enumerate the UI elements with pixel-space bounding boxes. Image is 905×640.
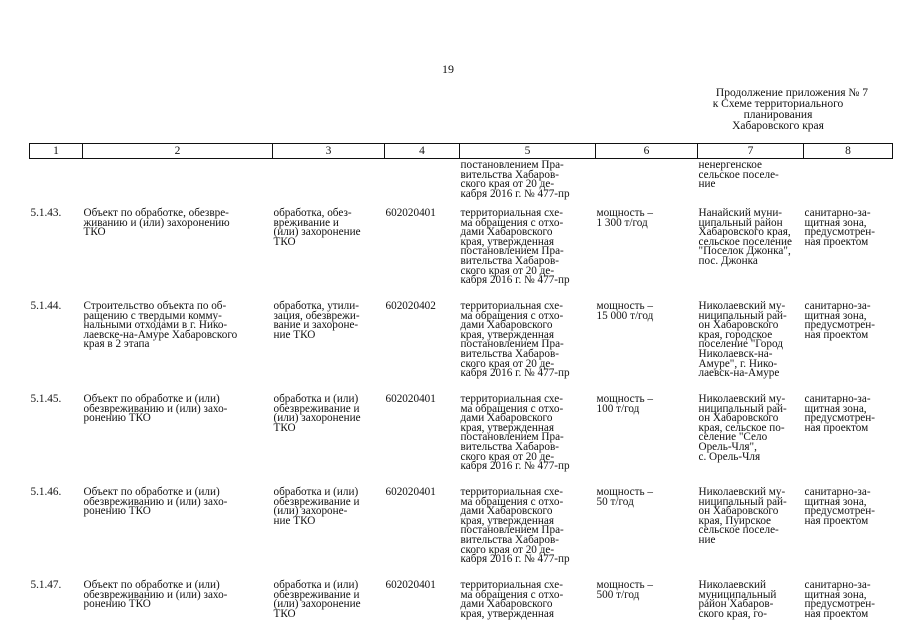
table-row <box>30 391 893 484</box>
column-header-2: 2 <box>83 144 273 159</box>
cell-code <box>385 205 460 298</box>
cell-basis <box>460 577 596 627</box>
cell-name <box>83 205 273 298</box>
cell-basis <box>460 298 596 391</box>
cell-zone-text: санитарно-за- щитная зона, предусмотрен- ная проектом <box>804 486 875 527</box>
cell-location <box>698 159 804 206</box>
cell-capacity-text: мощность – 500 т/год <box>596 579 653 601</box>
column-header-3: 3 <box>273 144 385 159</box>
cell-location-text: Николаевский му- ниципальный рай- он Хабаровского края, сельское по- селение "Село Орель-Чля", с. Орель-Чля <box>698 393 787 463</box>
objects-table <box>29 143 893 627</box>
cell-purpose <box>273 205 385 298</box>
appendix-header <box>680 88 868 132</box>
cell-purpose <box>273 159 385 206</box>
cell-num-text: 5.1.45. <box>30 393 62 405</box>
cell-location <box>698 205 804 298</box>
column-header-1: 1 <box>30 144 83 159</box>
appendix-header-line: к Схеме территориального <box>712 98 844 110</box>
cell-location-text: ненергенское сельское поселе- ние <box>698 159 779 191</box>
cell-basis-text: территориальная схе- ма обращения с отхо- дами Хабаровского края, утвержденная постановлением Пра- вительства Хабаров- ского края от 20 де- кабря 2016 г. № 477-пр <box>460 486 570 566</box>
cell-num-text: 5.1.46. <box>30 486 62 498</box>
cell-purpose <box>273 577 385 627</box>
appendix-header-line: Продолжение приложения № 7 <box>715 87 868 99</box>
cell-capacity-text: мощность – 50 т/год <box>596 486 653 508</box>
cell-basis <box>460 159 596 206</box>
cell-purpose <box>273 484 385 577</box>
cell-purpose <box>273 391 385 484</box>
cell-num-text: 5.1.43. <box>30 207 62 219</box>
cell-code <box>385 577 460 627</box>
cell-location-text: Николаевский му- ниципальный рай- он Хабаровского края, Пуирское сельское поселе- ние <box>698 486 787 546</box>
cell-location-text: Николаевский муниципальный район Хабаров- ского края, го- <box>698 579 777 620</box>
appendix-header-line: планирования <box>743 109 813 121</box>
cell-num <box>30 159 83 206</box>
cell-name-text: Строительство объекта по об- ращению с твердыми комму- нальными отходами в г. Нико- лаевске-на-Амуре Хабаровского края в 2 этапа <box>83 300 238 351</box>
cell-code <box>385 484 460 577</box>
cell-purpose-text: обработка, утили- зация, обезврежи- вание и захороне- ние ТКО <box>273 300 360 341</box>
cell-capacity <box>596 484 698 577</box>
cell-code-text: 602020402 <box>385 300 436 312</box>
cell-capacity-text: мощность – 15 000 т/год <box>596 300 654 322</box>
cell-capacity <box>596 298 698 391</box>
cell-num <box>30 577 83 627</box>
table-row <box>30 298 893 391</box>
cell-zone-text: санитарно-за- щитная зона, предусмотрен- ная проектом <box>804 579 875 620</box>
table-header-row <box>30 144 893 159</box>
table-row <box>30 205 893 298</box>
cell-basis <box>460 205 596 298</box>
cell-name-text: Объект по обработке и (или) обезвреживанию и (или) захо- ронению ТКО <box>83 486 228 518</box>
cell-num <box>30 484 83 577</box>
cell-purpose-text: обработка, обез- вреживание и (или) захоронение ТКО <box>273 207 361 248</box>
cell-num <box>30 298 83 391</box>
cell-capacity-text: мощность – 1 300 т/год <box>596 207 653 229</box>
cell-purpose-text: обработка и (или) обезвреживание и (или) захоронение ТКО <box>273 579 361 620</box>
cell-num <box>30 391 83 484</box>
cell-purpose <box>273 298 385 391</box>
column-header-8: 8 <box>804 144 893 159</box>
cell-code <box>385 159 460 206</box>
cell-location-text: Нанайский муни- ципальный район Хабаровского края, сельское поселение "Поселок Джонка", пос. Джонка <box>698 207 792 267</box>
cell-name-text: Объект по обработке и (или) обезвреживанию и (или) захо- ронению ТКО <box>83 393 228 425</box>
cell-purpose-text: обработка и (или) обезвреживание и (или) захороне- ние ТКО <box>273 486 360 527</box>
cell-location <box>698 577 804 627</box>
cell-capacity <box>596 577 698 627</box>
appendix-header-line: Хабаровского края <box>732 120 824 132</box>
cell-name <box>83 298 273 391</box>
cell-code <box>385 391 460 484</box>
cell-location <box>698 298 804 391</box>
cell-basis-text: постановлением Пра- вительства Хабаров- ского края от 20 де- кабря 2016 г. № 477-пр <box>460 159 570 200</box>
cell-code-text: 602020401 <box>385 207 436 219</box>
cell-num-text: 5.1.47. <box>30 579 62 591</box>
cell-basis-text: территориальная схе- ма обращения с отхо- дами Хабаровского края, утвержденная <box>460 579 564 620</box>
cell-basis-text: территориальная схе- ма обращения с отхо- дами Хабаровского края, утвержденная постановлением Пра- вительства Хабаров- ского края от 20 де- кабря 2016 г. № 477-пр <box>460 300 570 380</box>
cell-zone <box>804 577 893 627</box>
cell-capacity <box>596 205 698 298</box>
cell-name-text: Объект по обработке, обезвре- живанию и (или) захоронению ТКО <box>83 207 230 239</box>
column-header-6: 6 <box>596 144 698 159</box>
cell-zone-text: санитарно-за- щитная зона, предусмотрен- ная проектом <box>804 207 875 248</box>
page-number: 19 <box>442 62 454 76</box>
cell-zone-text: санитарно-за- щитная зона, предусмотрен- ная проектом <box>804 393 875 434</box>
cell-location-text: Николаевский му- ниципальный рай- он Хабаровского края, городское поселение "Город Николаевск-на- Амуре", г. Нико- лаевск-на-Амуре <box>698 300 787 380</box>
cell-basis-text: территориальная схе- ма обращения с отхо- дами Хабаровского края, утвержденная постановлением Пра- вительства Хабаров- ского края от 20 де- кабря 2016 г. № 477-пр <box>460 393 570 473</box>
column-header-5: 5 <box>460 144 596 159</box>
cell-name <box>83 159 273 206</box>
table-row <box>30 577 893 627</box>
table-row <box>30 484 893 577</box>
cell-code <box>385 298 460 391</box>
cell-zone <box>804 205 893 298</box>
table-body <box>30 159 893 628</box>
cell-zone <box>804 159 893 206</box>
cell-zone <box>804 484 893 577</box>
cell-basis <box>460 484 596 577</box>
cell-zone-text: санитарно-за- щитная зона, предусмотрен- ная проектом <box>804 300 875 341</box>
cell-name <box>83 391 273 484</box>
cell-capacity <box>596 159 698 206</box>
table-row-continuation <box>30 159 893 206</box>
cell-code-text: 602020401 <box>385 393 436 405</box>
cell-code-text: 602020401 <box>385 486 436 498</box>
cell-zone <box>804 298 893 391</box>
cell-basis-text: территориальная схе- ма обращения с отхо- дами Хабаровского края, утвержденная постановлением Пра- вительства Хабаров- ского края от 20 де- кабря 2016 г. № 477-пр <box>460 207 570 287</box>
cell-zone <box>804 391 893 484</box>
cell-code-text: 602020401 <box>385 579 436 591</box>
cell-location <box>698 484 804 577</box>
cell-capacity <box>596 391 698 484</box>
column-header-7: 7 <box>698 144 804 159</box>
cell-basis <box>460 391 596 484</box>
cell-num <box>30 205 83 298</box>
cell-capacity-text: мощность – 100 т/год <box>596 393 653 415</box>
cell-name-text: Объект по обработке и (или) обезвреживанию и (или) захо- ронению ТКО <box>83 579 228 611</box>
cell-purpose-text: обработка и (или) обезвреживание и (или) захоронение ТКО <box>273 393 361 434</box>
cell-location <box>698 391 804 484</box>
column-header-4: 4 <box>385 144 460 159</box>
cell-name <box>83 484 273 577</box>
cell-num-text: 5.1.44. <box>30 300 62 312</box>
cell-name <box>83 577 273 627</box>
